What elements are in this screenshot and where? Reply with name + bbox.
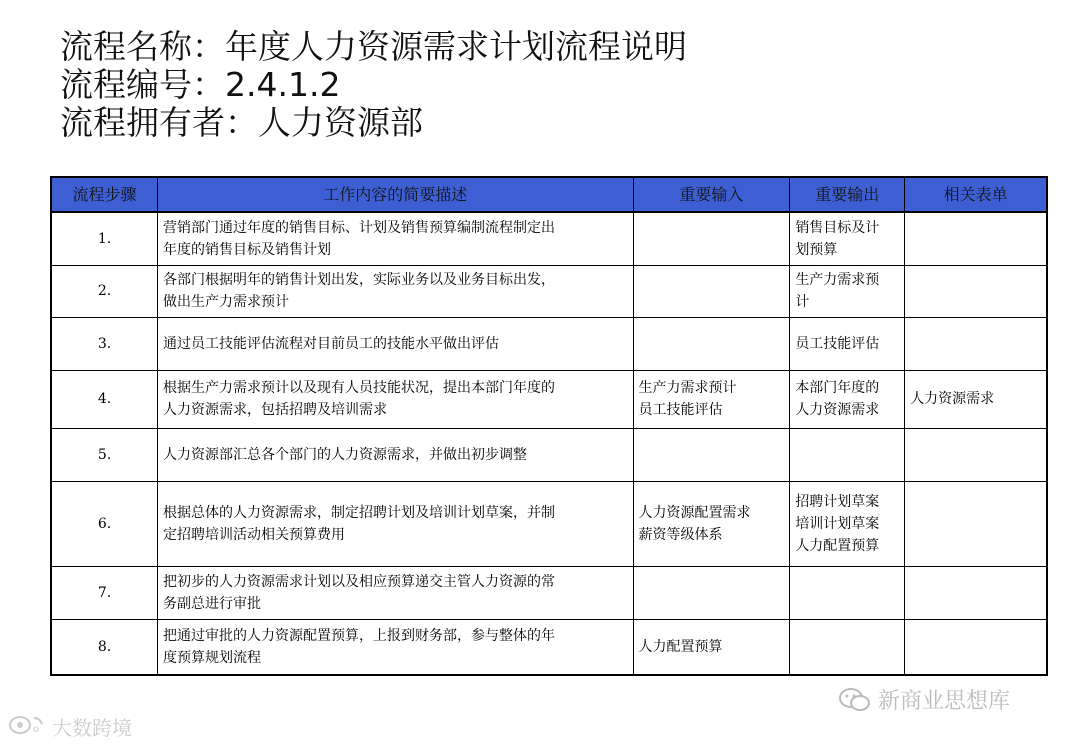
description-cell <box>157 481 633 566</box>
table-body <box>51 212 1047 675</box>
output-cell <box>790 265 905 317</box>
description-cell-line: 各部门根据明年的销售计划出发，实际业务以及业务目标出发， <box>162 272 555 288</box>
form-cell <box>905 619 1047 675</box>
table-header-row <box>51 177 1047 212</box>
output-cell-line: 员工技能评估 <box>795 335 880 352</box>
description-cell <box>157 317 633 370</box>
step-cell: 2. <box>51 265 157 317</box>
column-header-step: 流程步骤 <box>51 177 157 212</box>
description-cell-line: 度预算规划流程 <box>162 649 261 666</box>
output-cell <box>790 428 905 481</box>
input-cell <box>633 212 790 265</box>
description-cell-line: 把通过审批的人力资源配置预算，上报到财务部，参与整体的年 <box>162 627 555 644</box>
output-cell-line: 人力配置预算 <box>795 537 880 554</box>
column-header-description: 工作内容的简要描述 <box>157 177 633 212</box>
description-cell <box>157 566 633 619</box>
input-cell <box>633 481 790 566</box>
svg-text:o: o <box>33 724 40 735</box>
step-cell: 7. <box>51 566 157 619</box>
input-cell-line: 人力配置预算 <box>638 638 723 655</box>
column-header-input: 重要输入 <box>633 177 790 212</box>
description-cell <box>157 265 633 317</box>
description-cell-line: 人力资源需求，包括招聘及培训需求 <box>162 402 387 418</box>
output-cell-line: 销售目标及计 <box>795 219 880 236</box>
input-cell-line: 生产力需求预计 <box>638 380 737 396</box>
table-row <box>51 265 1047 317</box>
description-cell-line: 定招聘培训活动相关预算费用 <box>162 526 345 543</box>
output-cell-line: 计 <box>795 294 810 310</box>
wechat-icon <box>838 687 872 713</box>
description-cell-line: 人力资源部汇总各个部门的人力资源需求，并做出初步调整 <box>162 446 527 463</box>
description-cell <box>157 212 633 265</box>
output-cell-line: 生产力需求预 <box>795 272 880 288</box>
step-cell: 1. <box>51 212 157 265</box>
input-cell <box>633 566 790 619</box>
description-cell-line: 通过员工技能评估流程对目前员工的技能水平做出评估 <box>162 335 499 352</box>
output-cell <box>790 370 905 428</box>
watermark-left-text: 大数跨境 <box>52 716 132 740</box>
output-cell-line: 培训计划草案 <box>795 515 880 532</box>
process-number: 流程编号：2.4.1.2 <box>60 65 341 104</box>
step-cell: 4. <box>51 370 157 428</box>
step-cell: 3. <box>51 317 157 370</box>
form-cell <box>905 428 1047 481</box>
input-cell <box>633 370 790 428</box>
table-row <box>51 566 1047 619</box>
form-cell <box>905 317 1047 370</box>
input-cell-line: 薪资等级体系 <box>638 526 723 543</box>
description-cell-line: 把初步的人力资源需求计划以及相应预算递交主管人力资源的常 <box>162 573 555 590</box>
output-cell <box>790 566 905 619</box>
output-cell <box>790 212 905 265</box>
table-row <box>51 212 1047 265</box>
watermark-right <box>838 684 1010 715</box>
output-cell <box>790 481 905 566</box>
form-cell <box>905 212 1047 265</box>
process-table <box>50 176 1048 676</box>
input-cell-line: 人力资源配置需求 <box>638 504 751 521</box>
table-row <box>51 619 1047 675</box>
output-cell-line: 人力资源需求 <box>795 402 880 418</box>
column-header-output: 重要输出 <box>790 177 905 212</box>
output-cell-line: 招聘计划草案 <box>795 493 880 510</box>
form-cell <box>905 566 1047 619</box>
table-row <box>51 317 1047 370</box>
form-cell <box>905 481 1047 566</box>
title-block <box>60 28 687 142</box>
watermark-right-text: 新商业思想库 <box>878 689 1011 714</box>
process-owner: 流程拥有者：人力资源部 <box>60 103 423 142</box>
input-cell <box>633 428 790 481</box>
column-header-form: 相关表单 <box>905 177 1047 212</box>
description-cell-line: 年度的销售目标及销售计划 <box>162 241 331 258</box>
description-cell-line: 根据生产力需求预计以及现有人员技能状况，提出本部门年度的 <box>162 380 555 396</box>
weibo-logo-icon <box>8 712 48 741</box>
step-cell: 6. <box>51 481 157 566</box>
input-cell <box>633 619 790 675</box>
form-cell: 人力资源需求 <box>905 370 1047 428</box>
description-cell-line: 根据总体的人力资源需求，制定招聘计划及培训计划草案，并制 <box>162 504 555 521</box>
description-cell <box>157 619 633 675</box>
output-cell-line: 本部门年度的 <box>795 380 880 396</box>
input-cell-line: 员工技能评估 <box>638 402 723 418</box>
step-cell: 8. <box>51 619 157 675</box>
table-row <box>51 428 1047 481</box>
input-cell <box>633 265 790 317</box>
output-cell <box>790 619 905 675</box>
table-row <box>51 481 1047 566</box>
input-cell <box>633 317 790 370</box>
output-cell <box>790 317 905 370</box>
description-cell <box>157 370 633 428</box>
output-cell-line: 划预算 <box>795 241 838 258</box>
form-cell <box>905 265 1047 317</box>
process-name: 流程名称：年度人力资源需求计划流程说明 <box>60 27 687 66</box>
watermark-left <box>8 712 132 741</box>
table-row <box>51 370 1047 428</box>
step-cell: 5. <box>51 428 157 481</box>
description-cell <box>157 428 633 481</box>
description-cell-line: 做出生产力需求预计 <box>162 294 289 310</box>
description-cell-line: 营销部门通过年度的销售目标、计划及销售预算编制流程制定出 <box>162 219 555 236</box>
description-cell-line: 务副总进行审批 <box>162 595 261 612</box>
